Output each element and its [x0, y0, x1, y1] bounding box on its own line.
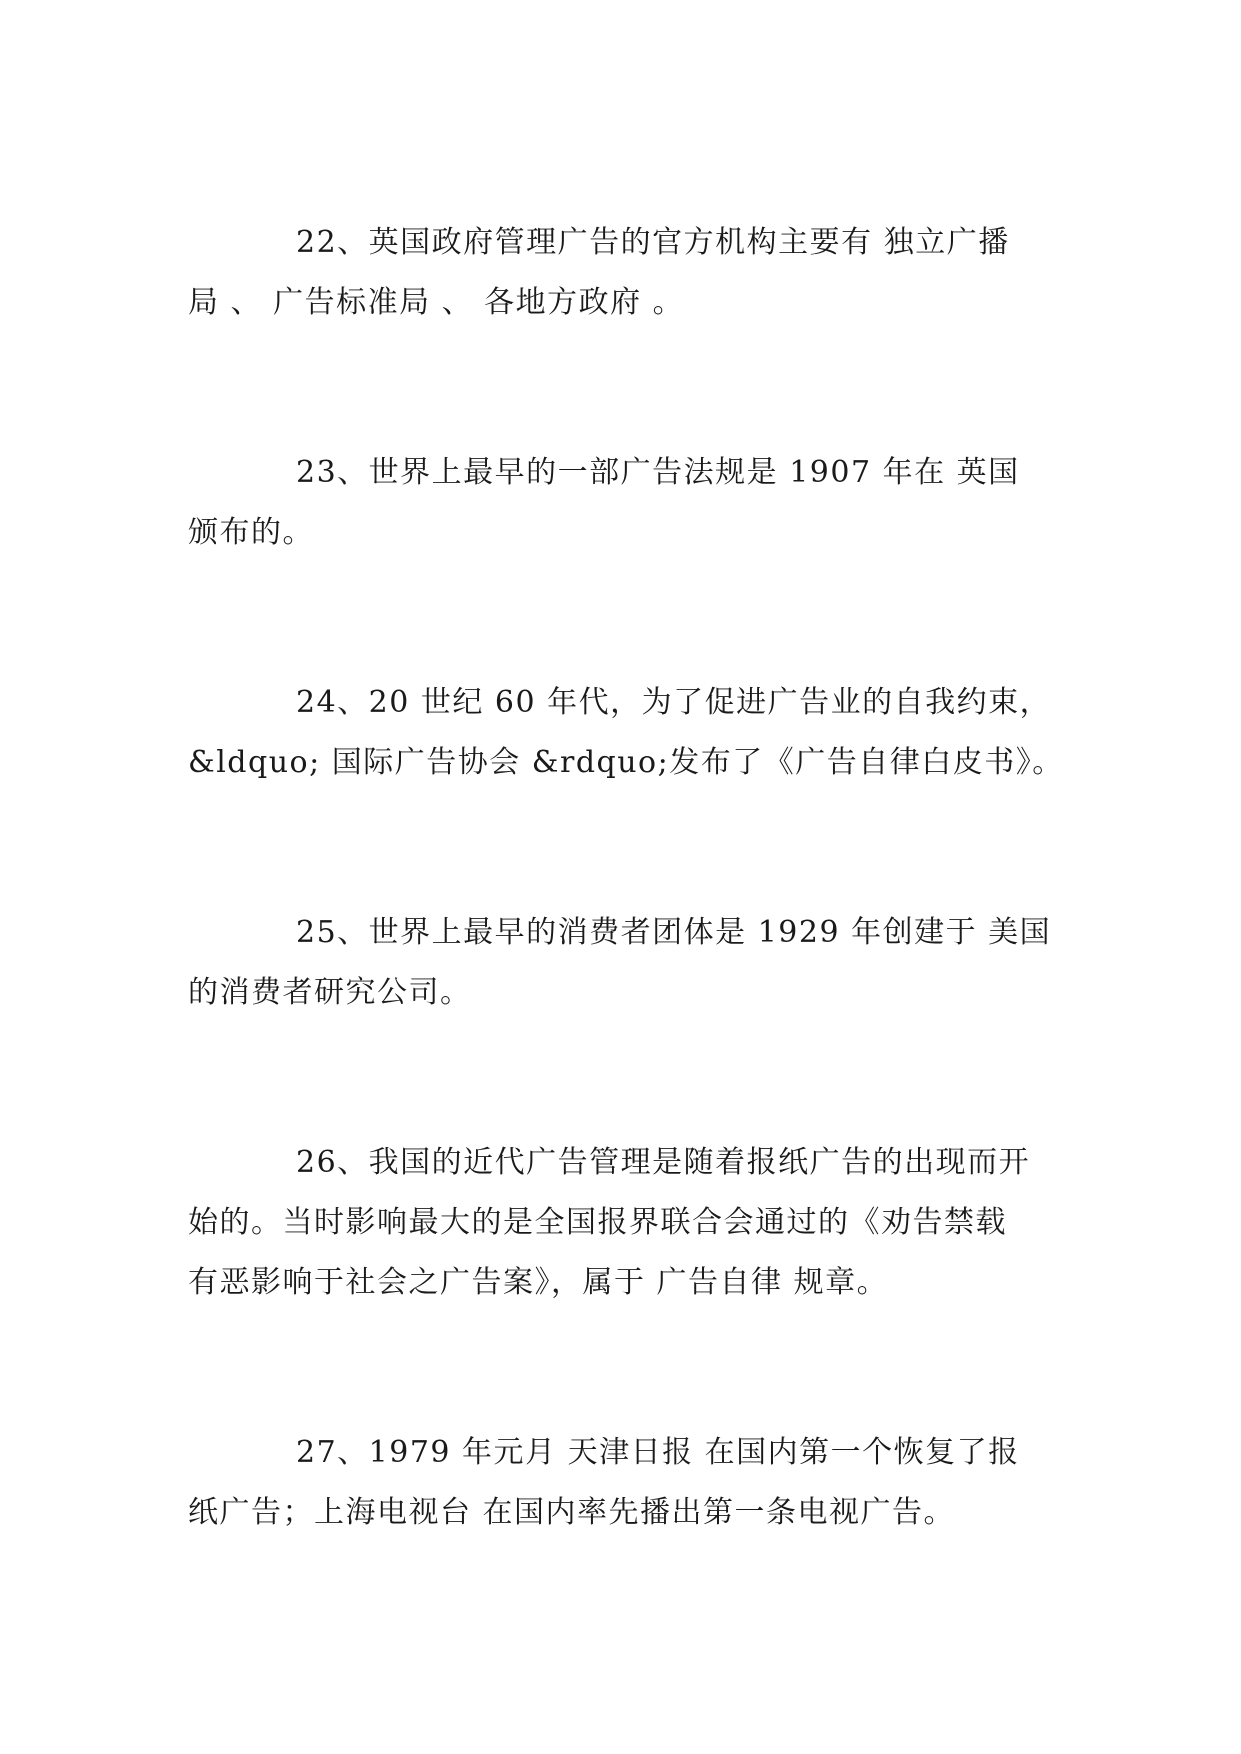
paragraph-line: 23、世界上最早的一部广告法规是 1907 年在 英国	[296, 455, 1020, 490]
paragraph-line: 26、我国的近代广告管理是随着报纸广告的出现而开	[296, 1145, 1031, 1180]
paragraph-line: 纸广告；上海电视台 在国内率先播出第一条电视广告。	[188, 1495, 956, 1530]
paragraph-line: 24、20 世纪 60 年代，为了促进广告业的自我约束，	[296, 685, 1052, 720]
paragraph-line: 始的。当时影响最大的是全国报界联合会通过的《劝告禁载	[188, 1205, 1007, 1240]
paragraph-line: 的消费者研究公司。	[188, 975, 472, 1010]
paragraph-line: 局 、 广告标准局 、 各地方政府 。	[188, 285, 685, 320]
paragraph-line: 颁布的。	[188, 515, 314, 550]
paragraph-line: 有恶影响于社会之广告案》，属于 广告自律 规章。	[188, 1265, 889, 1300]
paragraph-line: 22、英国政府管理广告的官方机构主要有 独立广播	[296, 225, 1010, 260]
paragraph-line: 27、1979 年元月 天津日报 在国内第一个恢复了报	[296, 1435, 1020, 1470]
paragraph-line: 25、世界上最早的消费者团体是 1929 年创建于 美国	[296, 915, 1052, 950]
paragraph-line: &ldquo; 国际广告协会 &rdquo;发布了《广告自律白皮书》。	[188, 745, 1064, 780]
